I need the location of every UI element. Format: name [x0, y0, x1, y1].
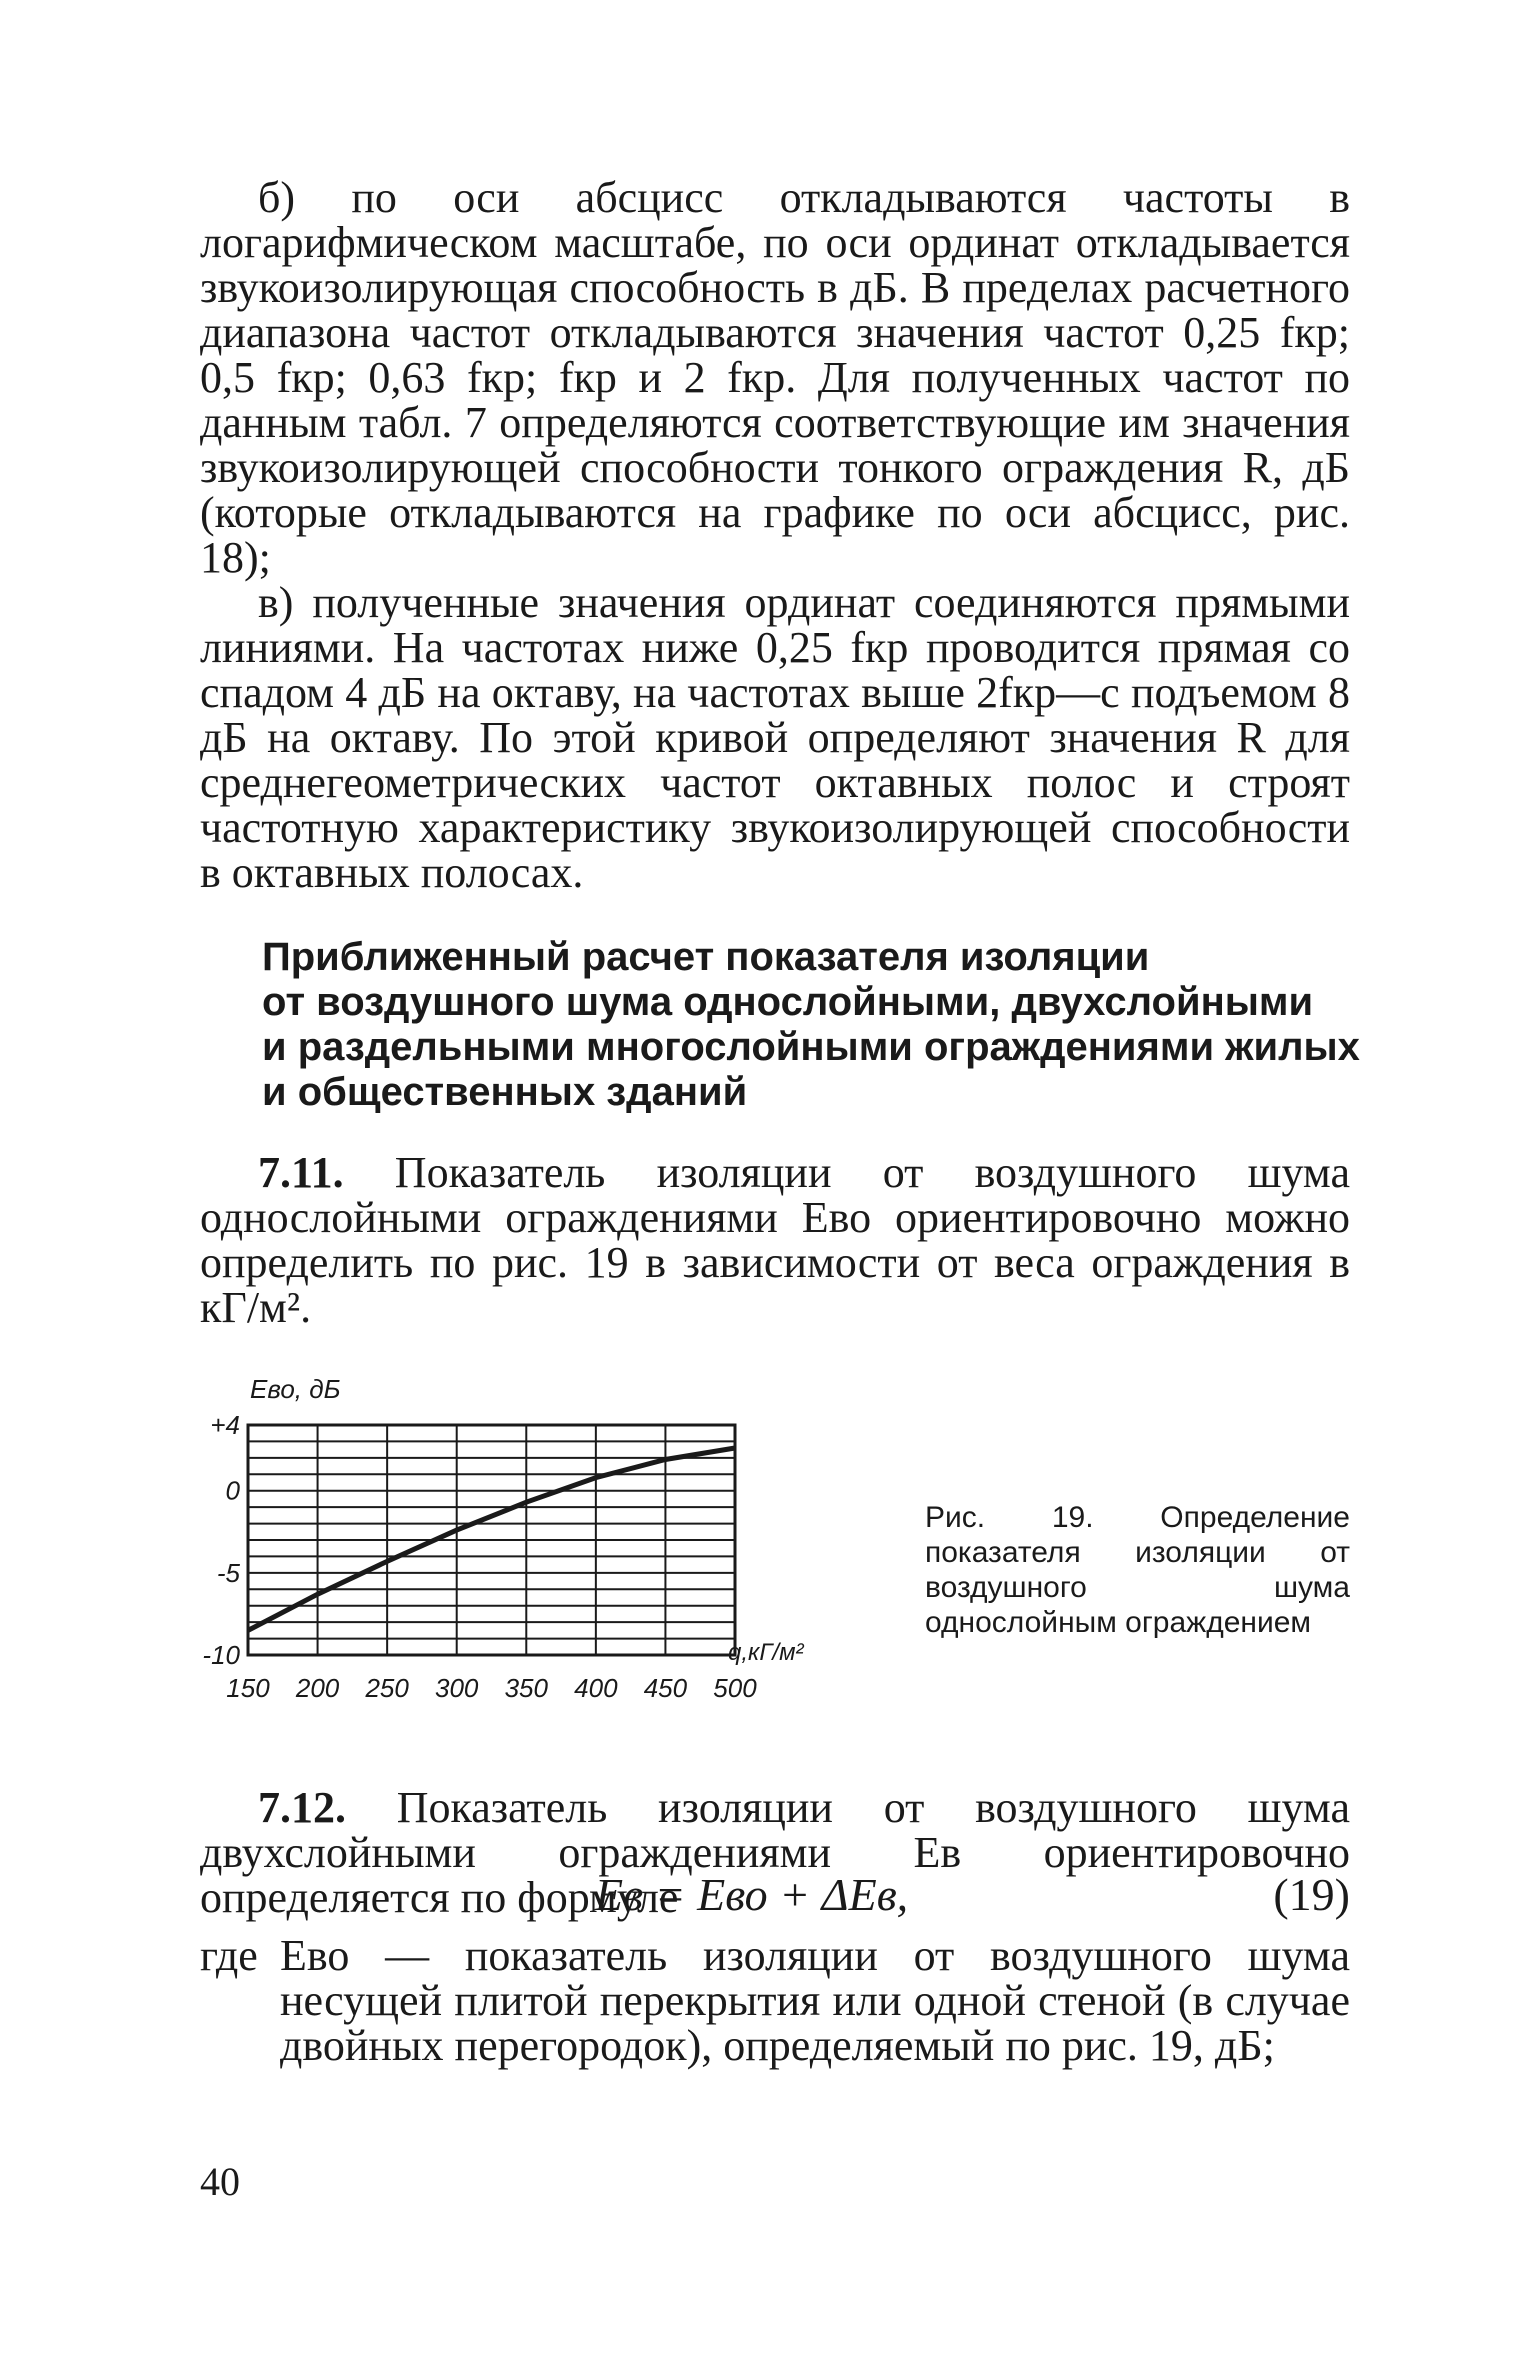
formula-expression: Eв = Eво + ΔEв, — [595, 1869, 909, 1920]
x-tick-labels — [226, 1673, 757, 1703]
y-tick-label: -10 — [202, 1640, 240, 1670]
y-tick-labels — [202, 1410, 240, 1670]
x-tick-label: 500 — [713, 1673, 757, 1703]
paragraph-v: в) полученные значения ординат соединяются прямыми линиями. На частотах ниже 0,25 fкр проводится прямая со спадом 4 дБ на октаву, на частотах выше 2fкр—с подъемом 8 дБ на октаву. По этой кривой определяют значения R для среднегеометрических частот октавных полос и строят частотную характеристику звукоизолирующей способности в октавных полосах. — [200, 578, 1350, 897]
figure-caption: Рис. 19. Определение показателя изоляции от воздушного шума однослойным ограждением — [925, 1501, 1350, 1639]
y-axis-label: Eво, дБ — [250, 1374, 341, 1404]
where-label: где — [200, 1931, 258, 1980]
x-tick-label: 250 — [365, 1673, 409, 1703]
formula-number: (19) — [1273, 1869, 1350, 1920]
x-tick-label: 300 — [435, 1673, 479, 1703]
x-tick-label: 350 — [504, 1673, 548, 1703]
formula-19 — [200, 1870, 1350, 1920]
figure-19-chart — [200, 1370, 900, 1730]
x-tick-label: 200 — [295, 1673, 340, 1703]
section-7-11: 7.11. Показатель изоляции от воздушного шума однослойными ограждениями Eво ориентировочно можно определить по рис. 19 в зависимости от веса ограждения в кГ/м². — [200, 1148, 1351, 1332]
y-tick-label: +4 — [210, 1410, 240, 1440]
x-tick-label: 450 — [643, 1673, 688, 1703]
y-tick-label: -5 — [216, 1557, 240, 1588]
section-heading: Приближенный расчет показателя изоляции от воздушного шума однослойными, двухслойными и раздельными многослойными ограждениями жилых и общественных зданий — [262, 935, 1360, 1114]
x-axis-label: q,кГ/м² — [728, 1639, 804, 1666]
page-number: 40 — [200, 2159, 240, 2204]
where-definition: Eво — показатель изоляции от воздушного шума несущей плитой перекрытия или одной стеной (в случае двойных перегородок), определяемый по рис. 19, дБ; — [280, 1931, 1350, 2070]
x-tick-label: 150 — [226, 1673, 270, 1703]
x-tick-label: 400 — [574, 1673, 618, 1703]
paragraph-b: б) по оси абсцисс откладываются частоты в логарифмическом масштабе, по оси ординат откладывается звукоизолирующая способность в дБ. В пределах расчетного диапазона частот откладываются значения частот 0,25 fкр; 0,5 fкр; 0,63 fкр; fкр и 2 fкр. Для полученных частот по данным табл. 7 определяются соответствующие им значения звукоизолирующей способности тонкого ограждения R, дБ (которые откладываются на графике по оси абсцисс, рис. 18); — [200, 173, 1350, 582]
section-7-12: 7.12. Показатель изоляции от воздушного шума двухслойными ограждениями Eв ориентировочно определяется по формуле — [200, 1783, 1351, 1922]
y-tick-label: 0 — [225, 1475, 240, 1506]
